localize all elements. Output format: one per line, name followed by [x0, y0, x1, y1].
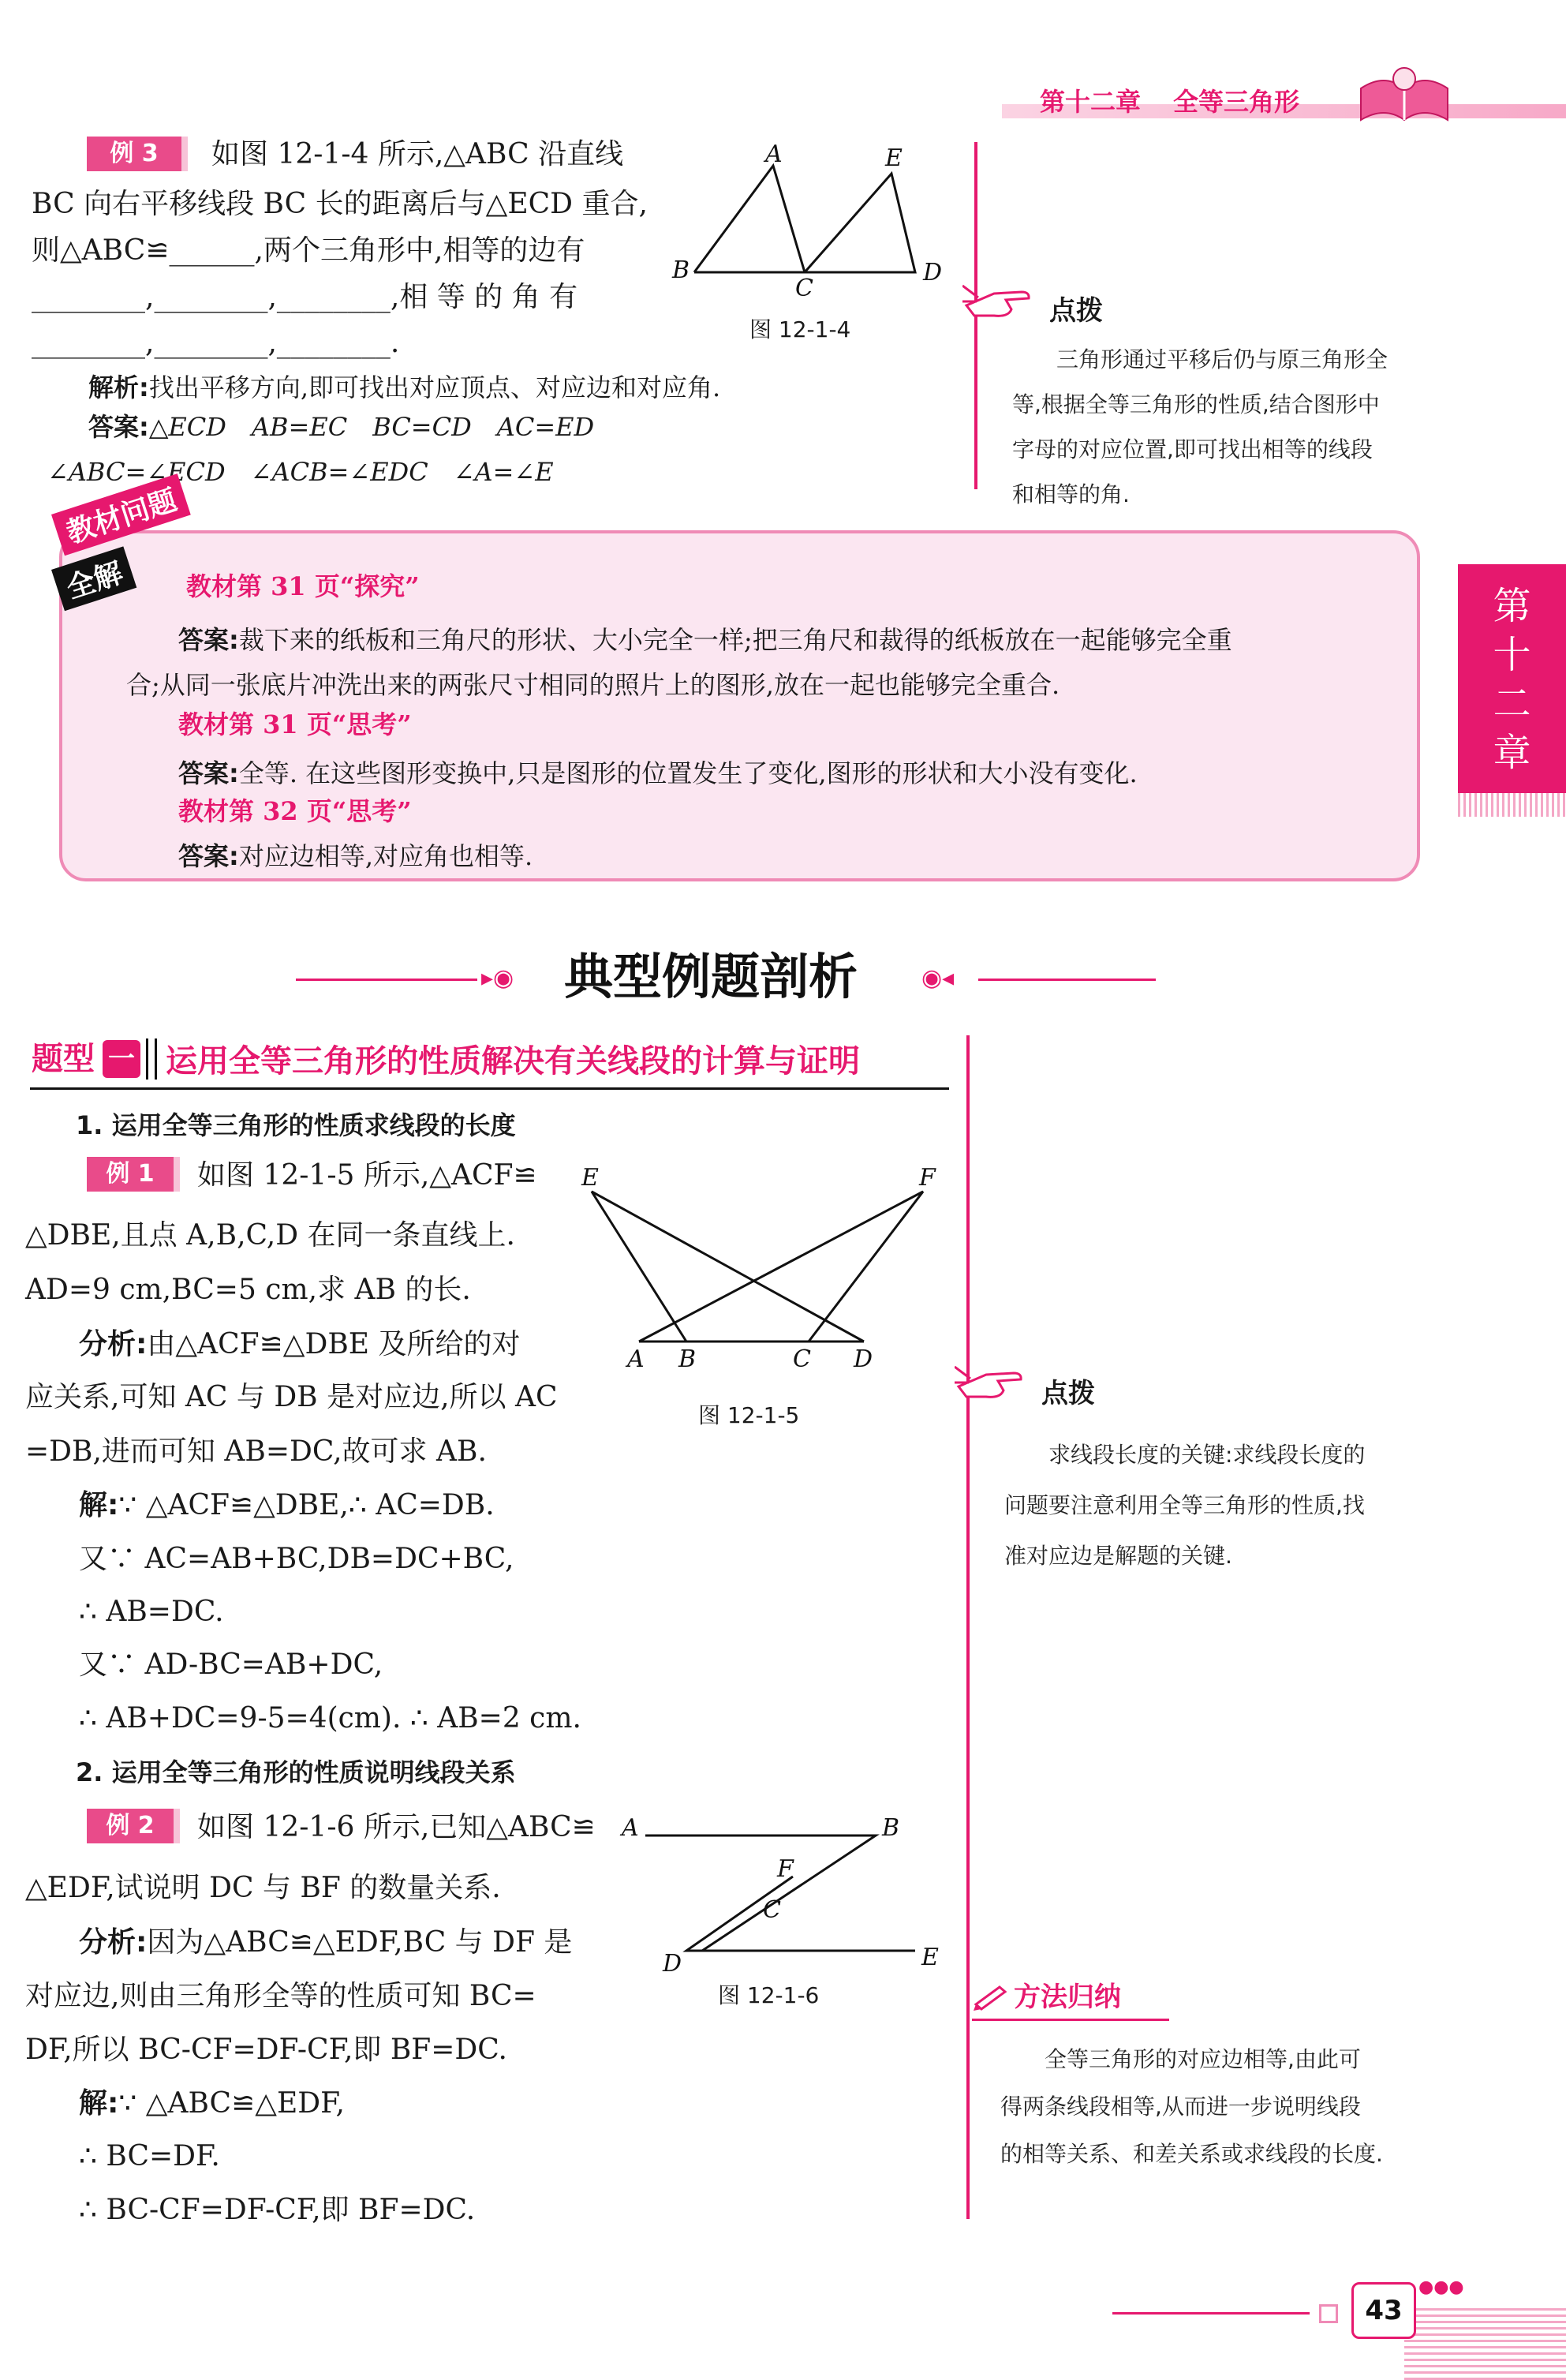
figure-12-1-4-caption: 图 12-1-4 — [749, 316, 851, 342]
figure-12-1-6 — [615, 1807, 947, 1981]
tip-2-title: 点拨 — [1041, 1378, 1095, 1409]
point-label-c: C — [795, 275, 813, 300]
side-tab-char: 章 — [1493, 731, 1531, 775]
textbook-q1-title: 教材第 31 页“探究” — [186, 571, 420, 601]
pen-icon — [972, 1981, 1011, 2012]
tip-2-line: 求线段长度的关键:求线段长度的 — [1048, 1442, 1366, 1468]
point-label-b: B — [672, 256, 690, 284]
example-1-line1: 如图 12-1-5 所示,△ACF≌ — [197, 1159, 537, 1192]
footer-square — [1319, 2304, 1338, 2323]
example-3-line1: 如图 12-1-4 所示,△ABC 沿直线 — [211, 138, 624, 170]
point-label-b: B — [882, 1814, 900, 1842]
example-2-analysis2: 对应边,则由三角形全等的性质可知 BC= — [25, 1980, 536, 2012]
book-icon — [1353, 57, 1456, 128]
example-3-answer-line2: ∠ABC=∠ECD ∠ACB=∠EDC ∠A=∠E — [47, 457, 554, 487]
solution-text: ∵ △ACF≌△DBE,∴ AC=DB. — [118, 1489, 495, 1521]
example-2-sol1 — [79, 2087, 345, 2120]
side-tab-char: 十 — [1493, 633, 1531, 677]
header-chapter: 第十二章 — [1040, 87, 1142, 117]
textbook-q1-line1 — [178, 627, 1232, 653]
triangle-acf — [639, 1192, 923, 1342]
footer-line — [1112, 2312, 1310, 2315]
example-1-sol4: 又∵ AD-BC=AB+DC, — [79, 1648, 383, 1681]
example-1-tag: 例 1 — [87, 1157, 180, 1192]
analysis-text: 找出平移方向,即可找出对应顶点、对应边和对应角. — [148, 372, 721, 402]
textbook-q3-answer — [178, 841, 533, 871]
solution-label: 解: — [79, 2087, 119, 2120]
point-label-d: D — [854, 1345, 873, 1373]
textbook-badge — [43, 484, 201, 609]
point-label-c: C — [763, 1896, 781, 1924]
pointing-hand-icon — [962, 278, 1041, 325]
example-3-tag: 例 3 — [87, 137, 188, 171]
point-label-e: E — [885, 144, 903, 172]
answer-label: 答案: — [178, 758, 239, 788]
tip-1-title: 点拨 — [1049, 295, 1103, 327]
example-2-line1: 如图 12-1-6 所示,已知△ABC≌ — [197, 1811, 596, 1843]
method-line: 的相等关系、和差关系或求线段的长度. — [1000, 2141, 1383, 2167]
example-1-sol2: 又∵ AC=AB+BC,DB=DC+BC, — [79, 1543, 514, 1575]
example-2-analysis1 — [79, 1926, 573, 1959]
analysis-label: 分析: — [79, 1328, 148, 1360]
type-title: 运用全等三角形的性质解决有关线段的计算与证明 — [166, 1043, 860, 1080]
point-label-a: A — [622, 1814, 639, 1842]
example-3-analysis — [88, 372, 721, 402]
side-tab-char: 第 — [1493, 584, 1531, 628]
tip-1-line: 和相等的角. — [1012, 481, 1130, 507]
tip-2-line: 问题要注意利用全等三角形的性质,找 — [1004, 1492, 1365, 1518]
section-arrow-left: ▸◉ — [481, 964, 514, 992]
answer-label: 答案: — [178, 625, 239, 655]
section-line-right — [978, 979, 1156, 981]
example-1-sol1 — [79, 1491, 495, 1520]
method-body — [1000, 2036, 1458, 2178]
method-line: 全等三角形的对应边相等,由此可 — [1045, 2046, 1361, 2072]
method-title: 方法归纳 — [1014, 1981, 1121, 2013]
type-number: 一 — [103, 1040, 140, 1078]
chapter-side-tab — [1458, 564, 1566, 793]
answer-label: 答案: — [178, 841, 239, 871]
example-1-analysis2: 应关系,可知 AC 与 DB 是对应边,所以 AC — [25, 1381, 558, 1413]
triangle-abc — [694, 166, 805, 272]
example-1-sol5: ∴ AB+DC=9-5=4(cm). ∴ AB=2 cm. — [79, 1702, 581, 1734]
q3-answer-text: 对应边相等,对应角也相等. — [238, 841, 533, 871]
example-1-line3: AD=9 cm,BC=5 cm,求 AB 的长. — [25, 1274, 471, 1306]
analysis-text: 由△ACF≌△DBE 及所给的对 — [147, 1328, 521, 1360]
answer-text: △ECD AB=EC BC=CD AC=ED — [148, 412, 595, 442]
example-2-analysis3: DF,所以 BC-CF=DF-CF,即 BF=DC. — [25, 2034, 507, 2066]
q1-answer-text: 裁下来的纸板和三角尺的形状、大小完全一样;把三角尺和裁得的纸板放在一起能够完全重 — [238, 625, 1232, 655]
triangle-abc — [645, 1836, 876, 1951]
section-line-left — [296, 979, 477, 981]
figure-12-1-5-caption: 图 12-1-5 — [698, 1402, 800, 1428]
analysis-label: 分析: — [79, 1926, 148, 1959]
subheading-2: 2. 运用全等三角形的性质说明线段关系 — [76, 1757, 516, 1787]
section-arrow-right: ◉◂ — [921, 964, 955, 992]
header-topic: 全等三角形 — [1173, 87, 1300, 117]
point-label-d: D — [663, 1950, 682, 1978]
figure-12-1-6-caption: 图 12-1-6 — [718, 1982, 820, 2008]
tip-2-body — [1004, 1430, 1454, 1581]
solution-text: ∵ △ABC≌△EDF, — [118, 2087, 345, 2120]
q2-answer-text: 全等. 在这些图形变换中,只是图形的位置发生了变化,图形的形状和大小没有变化. — [238, 758, 1138, 788]
answer-label: 答案: — [88, 412, 149, 442]
point-label-e: E — [921, 1944, 939, 1971]
point-label-f: F — [919, 1164, 936, 1192]
page-number: 43 — [1351, 2282, 1416, 2339]
section-title: 典型例题剖析 — [564, 948, 858, 1005]
badge-bottom: 全解 — [51, 546, 136, 611]
example-3-line3: 则△ABC≌______,两个三角形中,相等的边有 — [32, 234, 585, 267]
point-label-a: A — [765, 142, 783, 168]
example-3-answer — [88, 414, 594, 440]
tip-1-body — [1012, 337, 1454, 517]
footer-dots: ●●● — [1418, 2277, 1464, 2297]
textbook-q3-title: 教材第 32 页“思考” — [178, 796, 412, 826]
example-1-analysis3: =DB,进而可知 AB=DC,故可求 AB. — [25, 1435, 487, 1468]
example-1-analysis1 — [79, 1330, 521, 1359]
footer-stripe — [1404, 2304, 1566, 2380]
type-label: 题型 — [32, 1041, 95, 1077]
side-tab-char: 二 — [1493, 682, 1531, 726]
example-3-line4: ________,________,________,相 等 的 角 有 — [32, 281, 578, 313]
subheading-1: 1. 运用全等三角形的性质求线段的长度 — [76, 1110, 516, 1140]
example-3-line2: BC 向右平移线段 BC 长的距离后与△ECD 重合, — [32, 188, 648, 220]
textbook-q2-title: 教材第 31 页“思考” — [178, 709, 412, 739]
point-label-b: B — [678, 1345, 697, 1373]
point-label-d: D — [923, 259, 943, 286]
point-label-a: A — [627, 1345, 645, 1373]
example-2-line2: △EDF,试说明 DC 与 BF 的数量关系. — [25, 1872, 501, 1904]
margin-divider-bottom — [966, 1035, 970, 2219]
side-tab-stripe — [1458, 793, 1566, 817]
figure-12-1-5 — [568, 1160, 939, 1373]
point-label-e: E — [581, 1164, 599, 1192]
textbook-q2-answer — [178, 758, 1138, 788]
tip-1-line: 字母的对应位置,即可找出相等的线段 — [1012, 436, 1373, 462]
analysis-label: 解析: — [88, 372, 149, 402]
figure-12-1-4 — [663, 142, 962, 300]
type-bracket — [146, 1038, 157, 1080]
triangle-dbe — [592, 1192, 864, 1342]
example-2-sol2: ∴ BC=DF. — [79, 2140, 220, 2172]
tip-2-line: 准对应边是解题的关键. — [1004, 1543, 1232, 1569]
textbook-q1-line2: 合;从同一张底片冲洗出来的两张尺寸相同的照片上的图形,放在一起也能够完全重合. — [126, 670, 1060, 700]
example-3-line5: ________,________,________. — [32, 327, 400, 359]
method-underline — [972, 2019, 1169, 2021]
type-underline — [30, 1087, 949, 1090]
method-line: 得两条线段相等,从而进一步说明线段 — [1000, 2094, 1361, 2120]
point-label-c: C — [793, 1345, 811, 1373]
example-2-sol3: ∴ BC-CF=DF-CF,即 BF=DC. — [79, 2194, 476, 2226]
triangle-ecd — [805, 174, 915, 272]
tip-1-line: 三角形通过平移后仍与原三角形全 — [1056, 346, 1388, 372]
example-1-line2: △DBE,且点 A,B,C,D 在同一条直线上. — [25, 1219, 515, 1252]
example-2-tag: 例 2 — [87, 1809, 180, 1843]
example-1-sol3: ∴ AB=DC. — [79, 1596, 224, 1628]
badge-top: 教材问题 — [51, 473, 191, 556]
pointing-hand-icon — [955, 1359, 1033, 1406]
point-label-f: F — [777, 1855, 794, 1883]
solution-label: 解: — [79, 1489, 119, 1521]
tip-1-line: 等,根据全等三角形的性质,结合图形中 — [1012, 391, 1380, 417]
analysis-text: 因为△ABC≌△EDF,BC 与 DF 是 — [147, 1926, 573, 1959]
